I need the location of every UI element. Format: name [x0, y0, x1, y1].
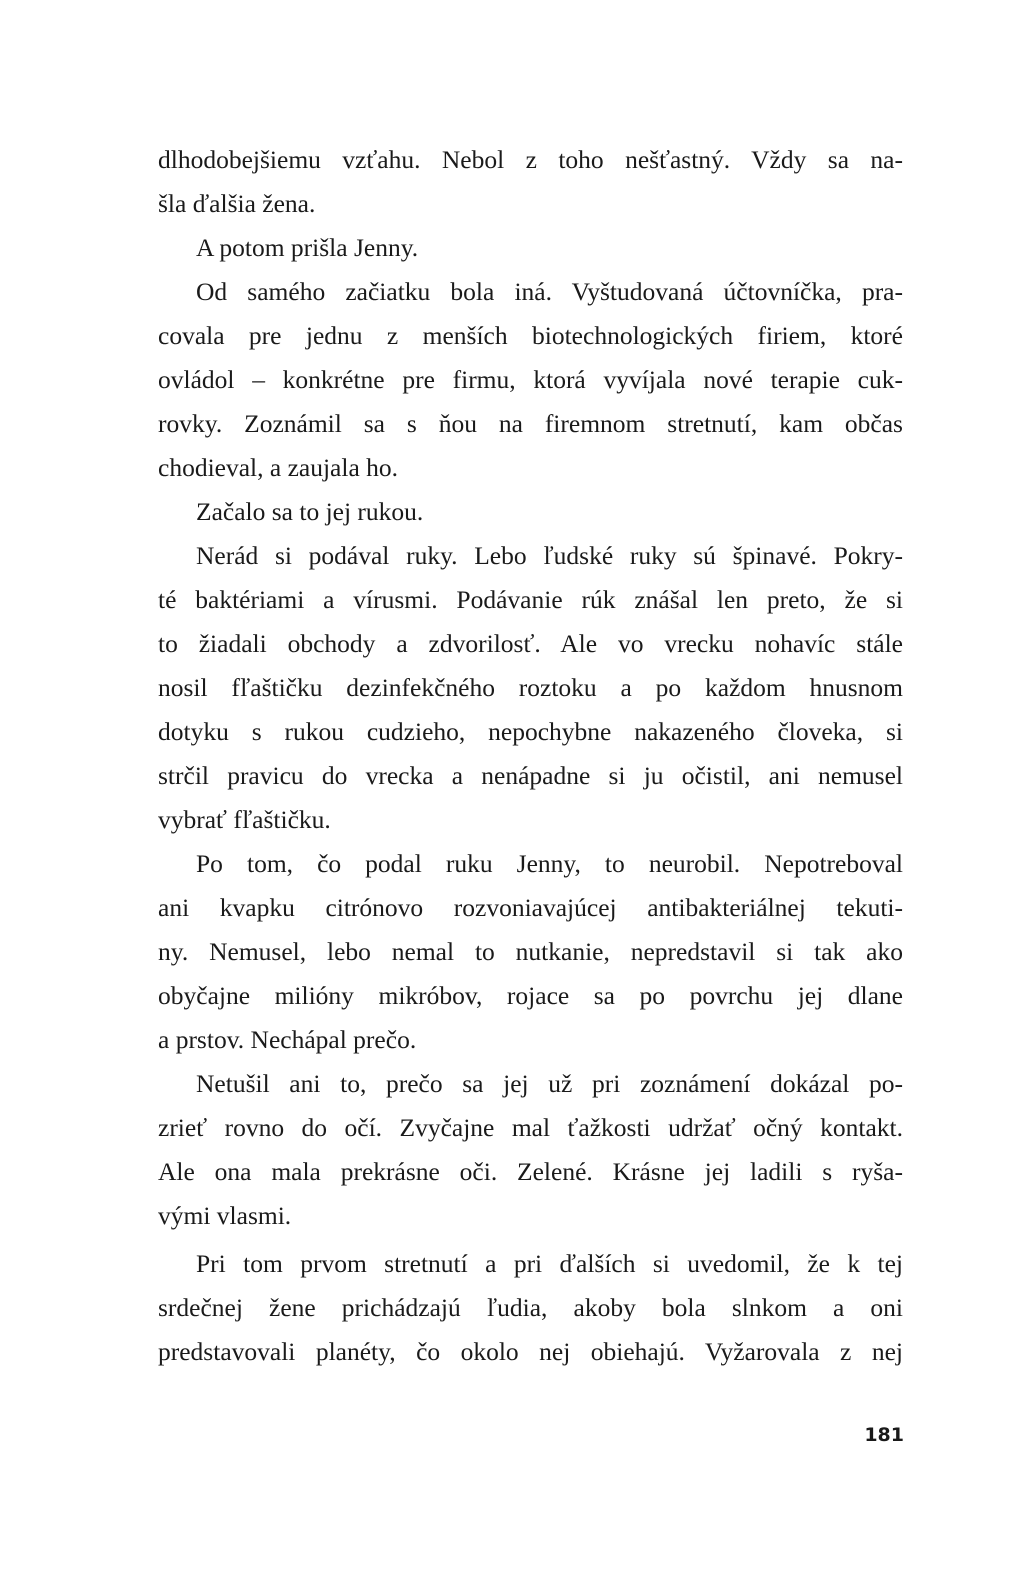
text-line: rovky. Zoznámil sa s ňou na firemnom stretnutí, kam občas [158, 409, 903, 438]
text-line: vými vlasmi. [158, 1201, 292, 1230]
text-line: šla ďalšia žena. [158, 189, 316, 218]
paragraph [158, 490, 903, 534]
text-line: Od samého začiatku bola iná. Vyštudovaná účtovníčka, pra- [196, 277, 903, 306]
paragraph [158, 226, 903, 270]
text-line: ny. Nemusel, lebo nemal to nutkanie, nepredstavil si tak ako [158, 937, 903, 966]
paragraph [158, 534, 903, 842]
text-line: té baktériami a vírusmi. Podávanie rúk znášal len preto, že si [158, 585, 903, 614]
text-line: dotyku s rukou cudzieho, nepochybne nakazeného človeka, si [158, 717, 903, 746]
paragraph [158, 270, 903, 490]
text-line: ani kvapku citrónovo rozvoniavajúcej antibakteriálnej tekuti- [158, 893, 903, 922]
text-line: a prstov. Nechápal prečo. [158, 1025, 417, 1054]
text-line: obyčajne milióny mikróbov, rojace sa po povrchu jej dlane [158, 981, 903, 1010]
text-line: predstavovali planéty, čo okolo nej obiehajú. Vyžarovala z nej [158, 1337, 903, 1366]
text-line: to žiadali obchody a zdvorilosť. Ale vo vrecku nohavíc stále [158, 629, 903, 658]
body-text [158, 138, 903, 1374]
text-line: Ale ona mala prekrásne oči. Zelené. Krásne jej ladili s ryša- [158, 1157, 903, 1186]
text-line: dlhodobejšiemu vzťahu. Nebol z toho nešťastný. Vždy sa na- [158, 145, 903, 174]
text-line: vybrať fľaštičku. [158, 805, 331, 834]
text-line: Pri tom prvom stretnutí a pri ďalších si uvedomil, že k tej [196, 1249, 903, 1278]
page-number: 181 [864, 1424, 904, 1446]
text-line: chodieval, a zaujala ho. [158, 453, 399, 482]
text-line: Netušil ani to, prečo sa jej už pri zoznámení dokázal po- [196, 1069, 903, 1098]
text-line: A potom prišla Jenny. [196, 233, 419, 262]
text-line: Po tom, čo podal ruku Jenny, to neurobil. Nepotreboval [196, 849, 903, 878]
text-line: ovládol – konkrétne pre firmu, ktorá vyvíjala nové terapie cuk- [158, 365, 903, 394]
text-line: srdečnej žene prichádzajú ľudia, akoby bola slnkom a oni [158, 1293, 903, 1322]
paragraph [158, 842, 903, 1062]
text-line: Nerád si podával ruky. Lebo ľudské ruky sú špinavé. Pokry- [196, 541, 903, 570]
text-line: strčil pravicu do vrecka a nenápadne si ju očistil, ani nemusel [158, 761, 903, 790]
text-line: Začalo sa to jej rukou. [196, 497, 424, 526]
text-line: zrieť rovno do očí. Zvyčajne mal ťažkosti udržať očný kontakt. [158, 1113, 903, 1142]
paragraph [158, 1062, 903, 1238]
text-line: nosil fľaštičku dezinfekčného roztoku a po každom hnusnom [158, 673, 903, 702]
paragraph [158, 138, 903, 226]
text-line: covala pre jednu z menších biotechnologických firiem, ktoré [158, 321, 903, 350]
paragraph [158, 1242, 903, 1374]
